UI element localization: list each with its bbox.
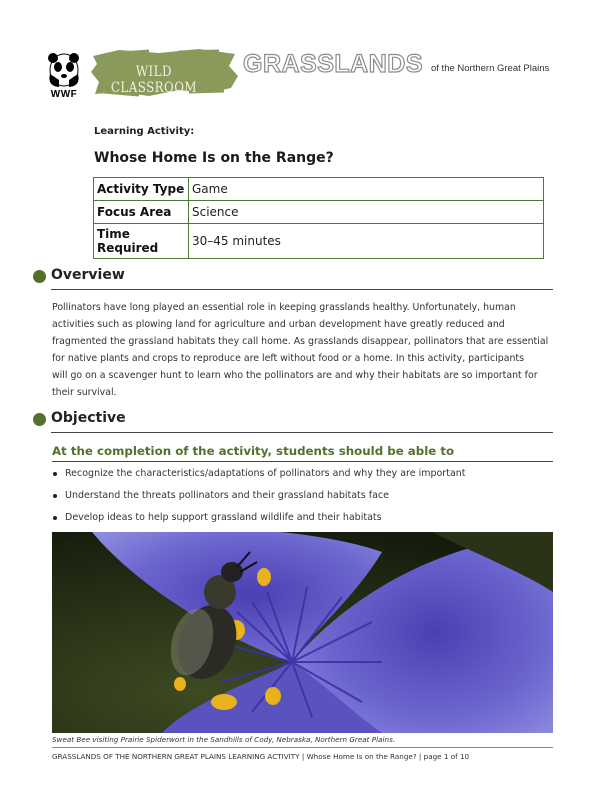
bee-on-flower-photo [52,532,553,733]
paragraph-line: activities such as plowing land for agriculture and urban development have greatly reduced and [52,319,505,330]
wwf-wordmark: WWF [50,89,78,100]
paragraph-line: will go on a scavenger hunt to learn who the pollinators are and why their habitats are so important for [52,370,538,381]
paragraph-line: their survival. [52,387,117,398]
bullet-icon [53,516,57,520]
wwf-logo [45,52,83,104]
program-name: WILD CLASSROOM [110,64,198,96]
subheading-divider [52,461,553,462]
publication-subtitle: of the Northern Great Plains [431,63,550,74]
table-value: 30–45 minutes [189,224,544,259]
table-key: Activity Type [94,178,189,201]
objective-list [52,463,557,529]
activity-title: Whose Home Is on the Range? [94,150,334,166]
bullet-dot-icon [33,270,46,283]
section-title: Overview [51,267,125,283]
section-title: Objective [51,410,126,426]
table-key: Time Required [94,224,189,259]
overview-section-heading [33,268,553,292]
list-item [52,485,557,507]
table-key: Focus Area [94,201,189,224]
list-item-text: Understand the threats pollinators and their grassland habitats face [65,490,389,501]
list-item-text: Recognize the characteristics/adaptations of pollinators and why they are important [65,468,466,479]
bullet-icon [53,472,57,476]
list-item-text: Develop ideas to help support grassland wildlife and their habitats [65,512,382,523]
page-footer: GRASSLANDS OF THE NORTHERN GREAT PLAINS LEARNING ACTIVITY | Whose Home Is on the Range? | page 1 of 10 [52,752,470,761]
table-value: Game [189,178,544,201]
wild-classroom-badge [89,46,239,100]
publication-title: GRASSLANDS [243,50,424,78]
learning-activity-label: Learning Activity: [94,126,195,137]
photo-caption: Sweat Bee visiting Prairie Spiderwort in the Sandhills of Cody, Nebraska, Northern Great Plains. [52,735,396,744]
panda-icon [45,52,83,88]
bullet-icon [53,494,57,498]
table-row [94,178,544,201]
section-divider [51,289,553,290]
section-divider [51,432,553,433]
footer-divider [52,747,553,748]
objective-subheading: At the completion of the activity, students should be able to [52,444,455,458]
paragraph-line: fragmented the grassland habitats they call home. As grasslands disappear, pollinators that are essential [52,336,549,347]
table-row [94,224,544,259]
table-row [94,201,544,224]
table-value: Science [189,201,544,224]
bullet-dot-icon [33,413,46,426]
list-item [52,463,557,485]
objective-section-heading [33,411,553,435]
page-header [45,44,565,104]
overview-paragraph [52,299,552,401]
paragraph-line: for native plants and crops to reproduce are left without food or a home. In this activity, participants [52,353,524,364]
list-item [52,507,557,529]
paragraph-line: Pollinators have long played an essential role in keeping grasslands healthy. Unfortunately, human [52,302,516,313]
activity-info-table [93,177,544,259]
